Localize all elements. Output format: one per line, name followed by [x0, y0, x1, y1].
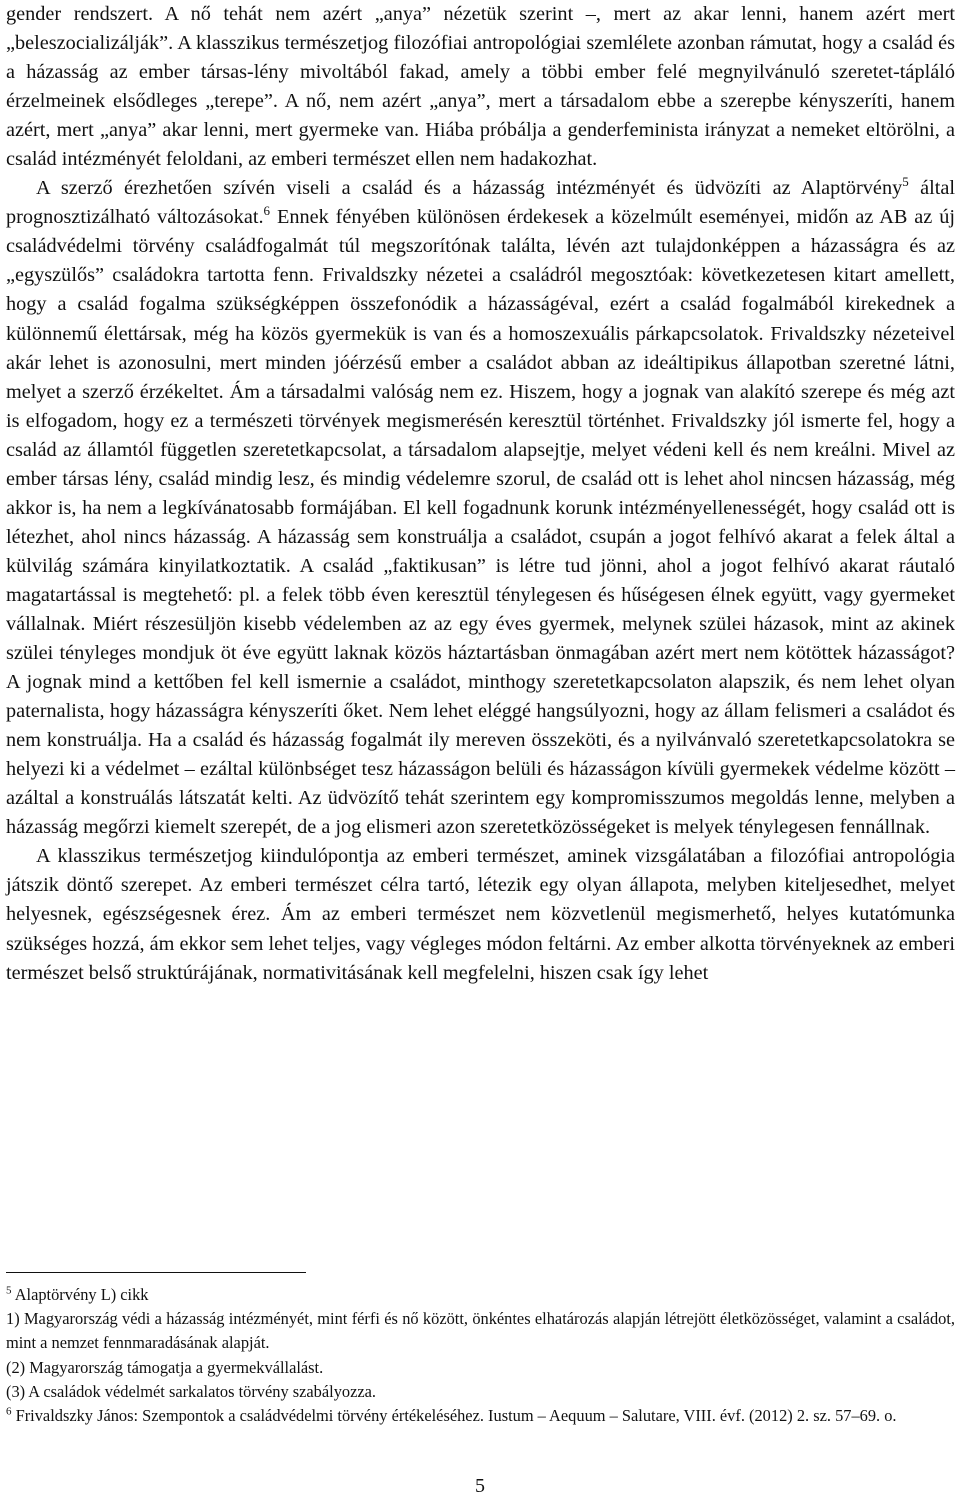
- footnote-5-line-3: (3) A családok védelmét sarkalatos törvény szabályozza.: [6, 1381, 377, 1401]
- paragraph-2-part-c: Ennek fényében különösen érdekesek a közelmúlt eseményei, midőn az AB az új családvédelmi törvény családfogalmát túl megszorítónak találta, lévén azt tulajdonképpen a házasságra és az „egyszülős” családokra tartotta fenn. Frivaldszky nézetei a családról megosztóak: következetesen kitart amellett, hogy a család fogalma szükségképpen összefonódik a házasságéval, ezért a család fogalmából kirekednek a különnemű élettársak, még ha közös gyermekük is van és a homoszexuális párkapcsolatok. Frivaldszky nézeteivel akár lehet is azonosulni, mert minden jóérzésű ember a családot abban az ideáltipikus állapotban szeretné látni, melyet a szerző érzékeltet. Ám a társadalmi valóság nem ez. Hiszem, hogy a jognak van alakító szerepe és még azt is elfogadom, hogy ez a természeti törvények megismerésén keresztül történhet. Frivaldszky jól ismerte fel, hogy a család az államtól független szeretetkapcsolat, a társadalom alapsejtje, melyet védeni kell és nem kreálni. Mivel az ember társas lény, család mindig lesz, és mindig védelemre szorul, de család ott is lehet ahol nincsen házasság, még akkor is, ha nem a legkívánatosabb formájában. El kell fogadnunk korunk intézményellenességét, hogy család ott is létezhet, ahol nincs házasság. A házasság sem konstruálja a családot, csupán a jogot felhívó akarat a felek által a külvilág számára kinyilatkoztatik. A család „faktikusan” is létre tud jönni, ahol a jogot felhívó akarat ráutaló magatartással is megtehető: pl. a felek több éven keresztül ténylegesen és hűségesen élnek együtt, vagy gyermeket vállalnak. Miért részesüljön kisebb védelemben az az egy éves gyermek, melynek szülei házasok, mint az akinek szülei tényleges mondjuk öt éve együtt laknak közös háztartásban önmagában azért mert nem kötöttek házasságot? A jognak mind a kettőben fel kell ismernie a családot, minthogy szeretetkapcsolaton alapszik, és nem lehet olyan paternalista, hogy házasságra kényszeríti őket. Nem lehet eléggé hangsúlyozni, hogy az állam felismeri a családot és nem konstruálja. Ha a család és házasság fogalmát ily mereven összeköti, és a nyilvánvaló szeretetkapcsolatokra se helyezi ki a védelmet – ezáltal különbséget tesz házasságon belüli és házasságon kívüli gyermekek védelme között – azáltal a konstruálás látszatát kelti. Az üdvözítő tehát szerintem egy kompromisszumos megoldás lenne, melyben a házasság megőrzi kiemelt szerepét, de a jog elismeri azon szeretetközösségeket is melyek ténylegesen fennállnak.: [6, 206, 955, 839]
- footnote-6-text: Frivaldszky János: Szempontok a családvédelmi törvény értékeléséhez. Iustum – Aequum – Salutare, VIII. évf. (2012) 2. sz. 57–69. o.: [11, 1406, 897, 1426]
- paragraph-2-part-b: által prognosztizálható változásokat.: [6, 177, 955, 229]
- document-page: [6, 0, 955, 988]
- footnote-5-title: Alaptörvény L) cikk: [11, 1285, 149, 1304]
- page-number: 5: [475, 1475, 485, 1497]
- footnotes: [6, 1272, 955, 1428]
- footnote-separator: [6, 1272, 306, 1273]
- footnote-6-number: 6: [6, 1405, 12, 1418]
- footnote-5-line-1: 1) Magyarország védi a házasság intézményét, mint férfi és nő között, önkéntes elhatározás alapján létrejött életközösséget, valamint a családot, mint a nemzet fennmaradásának alapját.: [6, 1309, 955, 1353]
- footnote-5-number: 5: [6, 1284, 12, 1297]
- footnote-6: [6, 1404, 955, 1428]
- paragraph-1: gender rendszert. A nő tehát nem azért „anya” nézetük szerint –, mert az akar lenni, hanem azért mert „beleszocializálják”. A klasszikus természetjog filozófiai antropológiai szemlélete azonban rámutat, hogy a család és a házasság az ember társas-lény mivoltából fakad, amely a többi ember felé megnyilvánuló szeretet-tápláló érzelmeinek elsődleges „terepe”. A nő, nem azért „anya”, mert a társadalom ebbe a szerepbe kényszeríti, hanem azért, mert „anya” akar lenni, mert gyermeke van. Hiába próbálja a genderfeminista irányzat a nemeket eltörölni, a család intézményét feloldani, az emberi természet ellen nem hadakozhat.: [6, 3, 955, 171]
- footnote-ref-6[interactable]: 6: [263, 203, 271, 219]
- paragraph-3: A klasszikus természetjog kiindulópontja az emberi természet, aminek vizsgálatában a filozófiai antropológia játszik döntő szerepet. Az emberi természet célra tartó, létezik egy olyan állapota, melyben kiteljesedhet, melyet helyesnek, egészségesnek érez. Ám az emberi természet nem közvetlenül megismerhető, helyes kutatómunka szükséges hozzá, ám ekkor sem lehet teljes, vagy végleges módon feltárni. Az ember alkotta törvényeknek az emberi természet belső struktúrájának, normativitásának kell megfelelni, hiszen csak így lehet: [6, 845, 955, 984]
- paragraph-2-part-a: A szerző érezhetően szívén viseli a család és a házasság intézményét és üdvözíti az Alaptörvény: [36, 177, 903, 200]
- footnote-5-heading: [6, 1283, 955, 1307]
- footnote-5-line-2: (2) Magyarország támogatja a gyermekvállalást.: [6, 1357, 324, 1377]
- footnote-ref-5[interactable]: 5: [902, 174, 909, 190]
- paragraph-2: [6, 174, 955, 842]
- body-text: [6, 0, 955, 988]
